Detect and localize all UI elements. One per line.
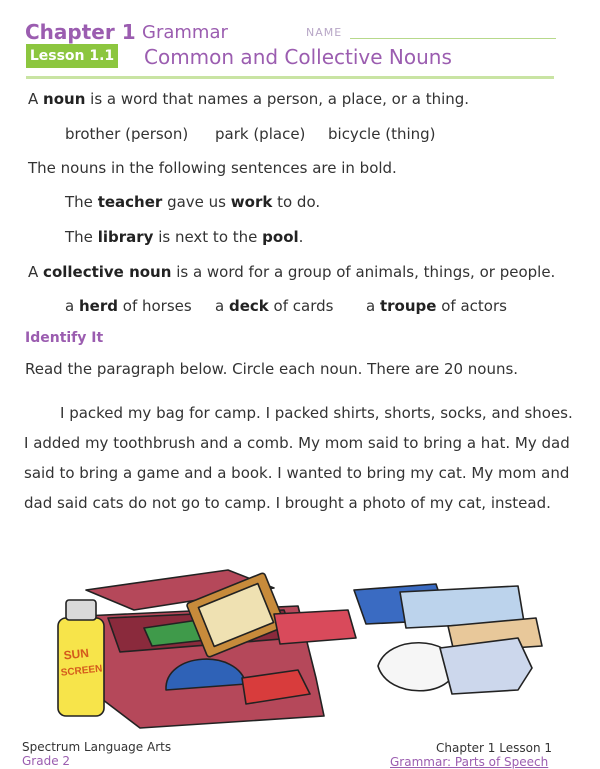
camp-bag-illustration bbox=[48, 566, 568, 734]
noun-example-3: bicycle (thing) bbox=[328, 125, 436, 143]
lesson-title: Common and Collective Nouns bbox=[144, 45, 452, 69]
socks bbox=[440, 638, 532, 694]
noun-example-1: brother (person) bbox=[65, 125, 189, 143]
example-sentence-1: The teacher gave us work to do. bbox=[65, 193, 321, 211]
collective-definition: A collective noun is a word for a group of animals, things, or people. bbox=[28, 263, 556, 281]
identify-paragraph: I packed my bag for camp. I packed shirts, shorts, socks, and shoes. I added my toothbrush and a comb. My mom said to bring a hat. My dad said to bring a game and a book. I wanted to bring my cat. My mom and dad said cats do not go to camp. I brought a photo of my cat, instead. bbox=[24, 404, 573, 512]
chapter-number: 1 bbox=[121, 20, 136, 44]
header-rule bbox=[26, 76, 554, 79]
chapter-label: Chapter bbox=[25, 20, 115, 44]
collective-example-3: a troupe of actors bbox=[366, 297, 507, 315]
red-shirt bbox=[274, 610, 356, 644]
collective-example-1: a herd of horses bbox=[65, 297, 192, 315]
lesson-tag: Lesson 1.1 bbox=[26, 44, 118, 68]
noun-definition: A noun is a word that names a person, a place, or a thing. bbox=[28, 90, 470, 108]
term-noun: noun bbox=[43, 90, 86, 108]
example-sentence-2: The library is next to the pool. bbox=[65, 228, 304, 246]
footer-lesson-ref: Chapter 1 Lesson 1 bbox=[436, 741, 552, 755]
noun-example-2: park (place) bbox=[215, 125, 306, 143]
identify-instruction: Read the paragraph below. Circle each noun. There are 20 nouns. bbox=[25, 360, 519, 378]
footer-topic: Grammar: Parts of Speech bbox=[390, 755, 549, 769]
name-field-line bbox=[350, 38, 556, 39]
chapter-subject: Grammar bbox=[142, 22, 228, 43]
name-label: NAME bbox=[306, 26, 343, 39]
sunscreen-label-1: SUN bbox=[62, 645, 90, 663]
bold-intro: The nouns in the following sentences are in bold. bbox=[28, 159, 397, 177]
collective-example-2: a deck of cards bbox=[215, 297, 334, 315]
footer-series: Spectrum Language Arts bbox=[22, 740, 172, 754]
footer-grade: Grade 2 bbox=[22, 754, 71, 768]
identify-heading: Identify It bbox=[25, 330, 104, 346]
chapter-heading bbox=[25, 20, 136, 44]
sunscreen-label-2: SCREEN bbox=[60, 663, 103, 679]
